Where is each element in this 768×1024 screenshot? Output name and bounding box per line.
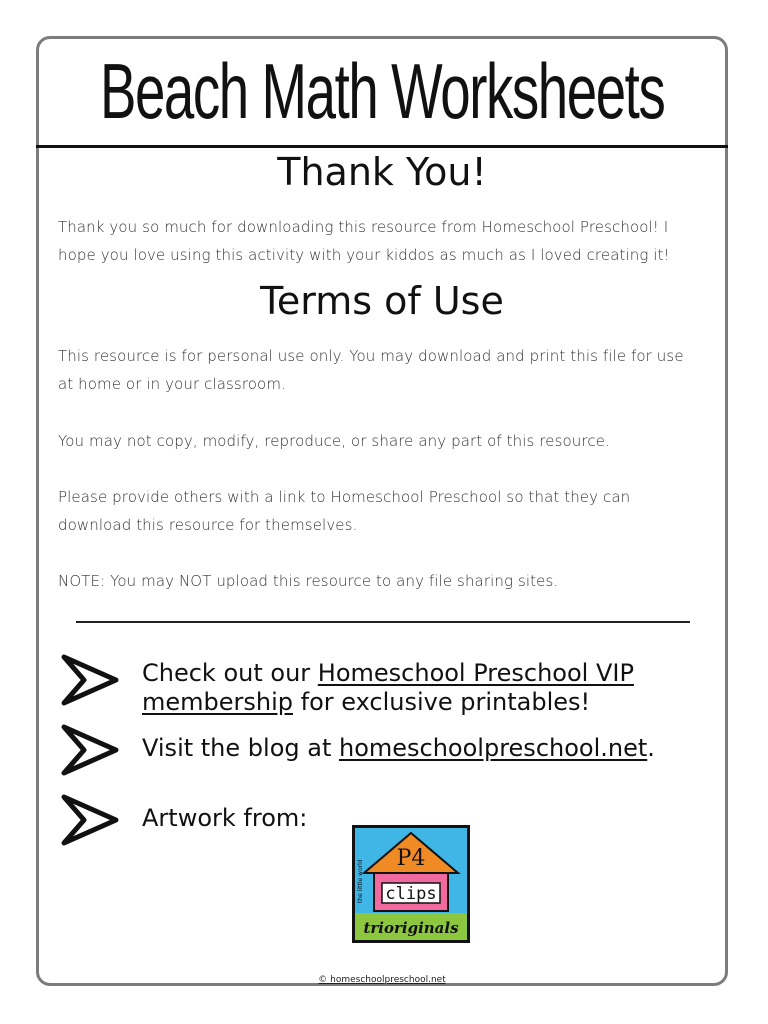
section-divider (76, 621, 690, 623)
footer-copyright[interactable]: © homeschoolpreschool.net (318, 975, 446, 985)
blog-link[interactable]: homeschoolpreschool.net (338, 734, 648, 762)
vip-membership-item (142, 659, 702, 717)
logo-middle-text: clips (385, 884, 437, 904)
arrow-icon (58, 791, 124, 849)
terms-p3-line-2: download this resource for themselves. (58, 516, 358, 534)
thank-you-heading: Thank You! (277, 150, 487, 194)
terms-heading: Terms of Use (260, 279, 504, 323)
thank-you-line-1: Thank you so much for downloading this resource from Homeschool Preschool! I (58, 218, 669, 236)
page-title: Beach Math Worksheets (99, 46, 665, 135)
blog-suffix: . (647, 734, 655, 762)
vip-membership-link-line-1[interactable]: Homeschool Preschool VIP (317, 659, 634, 687)
artwork-logo[interactable] (352, 825, 470, 943)
terms-paragraph-1 (58, 342, 713, 398)
terms-note: NOTE: You may NOT upload this resource to any file sharing sites. (58, 572, 559, 590)
vip-prefix: Check out our (142, 659, 318, 687)
blog-item (142, 734, 702, 763)
terms-p1-line-2: at home or in your classroom. (58, 375, 286, 393)
logo-bottom-text: trioriginals (363, 919, 459, 937)
thank-you-line-2: hope you love using this activity with your kiddos as much as I loved creating it! (58, 246, 670, 264)
terms-paragraph-2: You may not copy, modify, reproduce, or share any part of this resource. (58, 432, 610, 450)
arrow-icon (58, 721, 124, 779)
logo-side-text: the little world (357, 859, 364, 903)
thank-you-text (58, 213, 713, 269)
title-band (36, 36, 728, 148)
artwork-credit: Artwork from: (142, 804, 308, 832)
vip-suffix: for exclusive printables! (293, 688, 591, 716)
blog-prefix: Visit the blog at (142, 734, 339, 762)
vip-membership-link-line-2[interactable]: membership (142, 688, 294, 716)
arrow-icon (58, 651, 124, 709)
logo-top-text: P4 (396, 846, 426, 871)
terms-p1-line-1: This resource is for personal use only. You may download and print this file for use (58, 347, 684, 365)
terms-p3-line-1: Please provide others with a link to Homeschool Preschool so that they can (58, 488, 631, 506)
terms-paragraph-3 (58, 483, 713, 539)
